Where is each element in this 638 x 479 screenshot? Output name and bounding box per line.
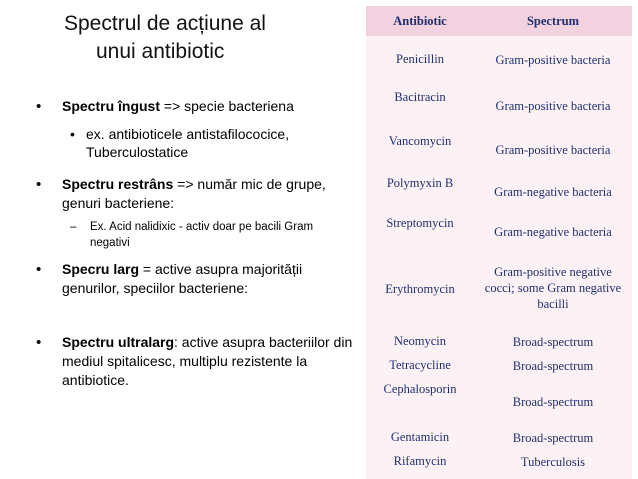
bullet-ultrabroad-text: : active asupra bacteriilor din mediul spitalicesc, multiplu rezistente la antibiotice. [62,334,353,388]
title-line-2: unui antibiotic [96,40,225,63]
cell-spectrum: Gram-positive negative cocci; some Gram negative bacilli [484,265,622,311]
cell-spectrum: Broad-spectrum [512,395,594,409]
bullet-dot: • [36,98,42,115]
cell-antibiotic: Rifamycin [393,454,447,468]
cell-antibiotic: Polymyxin B [386,176,454,190]
cell-antibiotic: Cephalosporin [383,382,457,396]
bullet-broad-text: = active asupra majorității genurilor, speciilor bacteriene: [62,261,303,296]
cell-antibiotic: Bacitracin [394,90,446,104]
cell-spectrum: Gram-negative bacteria [494,225,612,239]
table-header [366,6,632,36]
bullet-narrow-text: => specie bacteriena [160,98,294,114]
sub-bullet-restricted-text: Ex. Acid nalidixic - activ doar pe bacili Gram negativi [90,221,314,249]
header-spectrum: Spectrum [526,14,580,28]
slide-title [64,10,324,66]
bullet-restricted-text: => număr mic de grupe, genuri bacteriene: [62,176,326,211]
bullet-ultrabroad-bold: Spectru ultralarg [62,334,175,350]
cell-spectrum: Broad-spectrum [512,431,594,445]
cell-spectrum: Gram-positive bacteria [495,99,611,113]
bullet-narrow-bold: Spectru îngust [62,98,161,114]
cell-spectrum: Broad-spectrum [512,335,594,349]
cell-antibiotic: Neomycin [393,334,447,348]
cell-antibiotic: Vancomycin [388,134,452,148]
bullet-restricted-bold: Spectru restrâns [62,176,174,192]
cell-spectrum: Broad-spectrum [512,359,594,373]
sub-bullet-dash: – [70,221,77,233]
cell-antibiotic: Penicillin [396,52,444,66]
cell-spectrum: Gram-negative bacteria [494,185,612,199]
cell-spectrum: Tuberculosis [520,455,586,469]
cell-antibiotic: Streptomycin [386,216,454,230]
sub-bullet-dot: • [70,126,75,142]
bullet-dot: • [36,334,42,351]
title-line-1: Spectrul de acțiune al [64,12,266,35]
table-body [366,36,632,479]
header-antibiotic: Antibiotic [393,14,447,28]
cell-spectrum: Gram-positive bacteria [495,143,611,157]
cell-antibiotic: Erythromycin [385,282,455,296]
cell-antibiotic: Tetracycline [389,358,451,372]
bullet-dot: • [36,261,42,278]
sub-bullet-narrow-text: ex. antibioticele antistafilococice, Tuberculostatice [86,126,290,160]
bullet-broad-bold: Specru larg [62,261,140,277]
bullet-dot: • [36,176,42,193]
cell-antibiotic: Gentamicin [390,430,450,444]
cell-spectrum: Gram-positive bacteria [495,53,611,67]
